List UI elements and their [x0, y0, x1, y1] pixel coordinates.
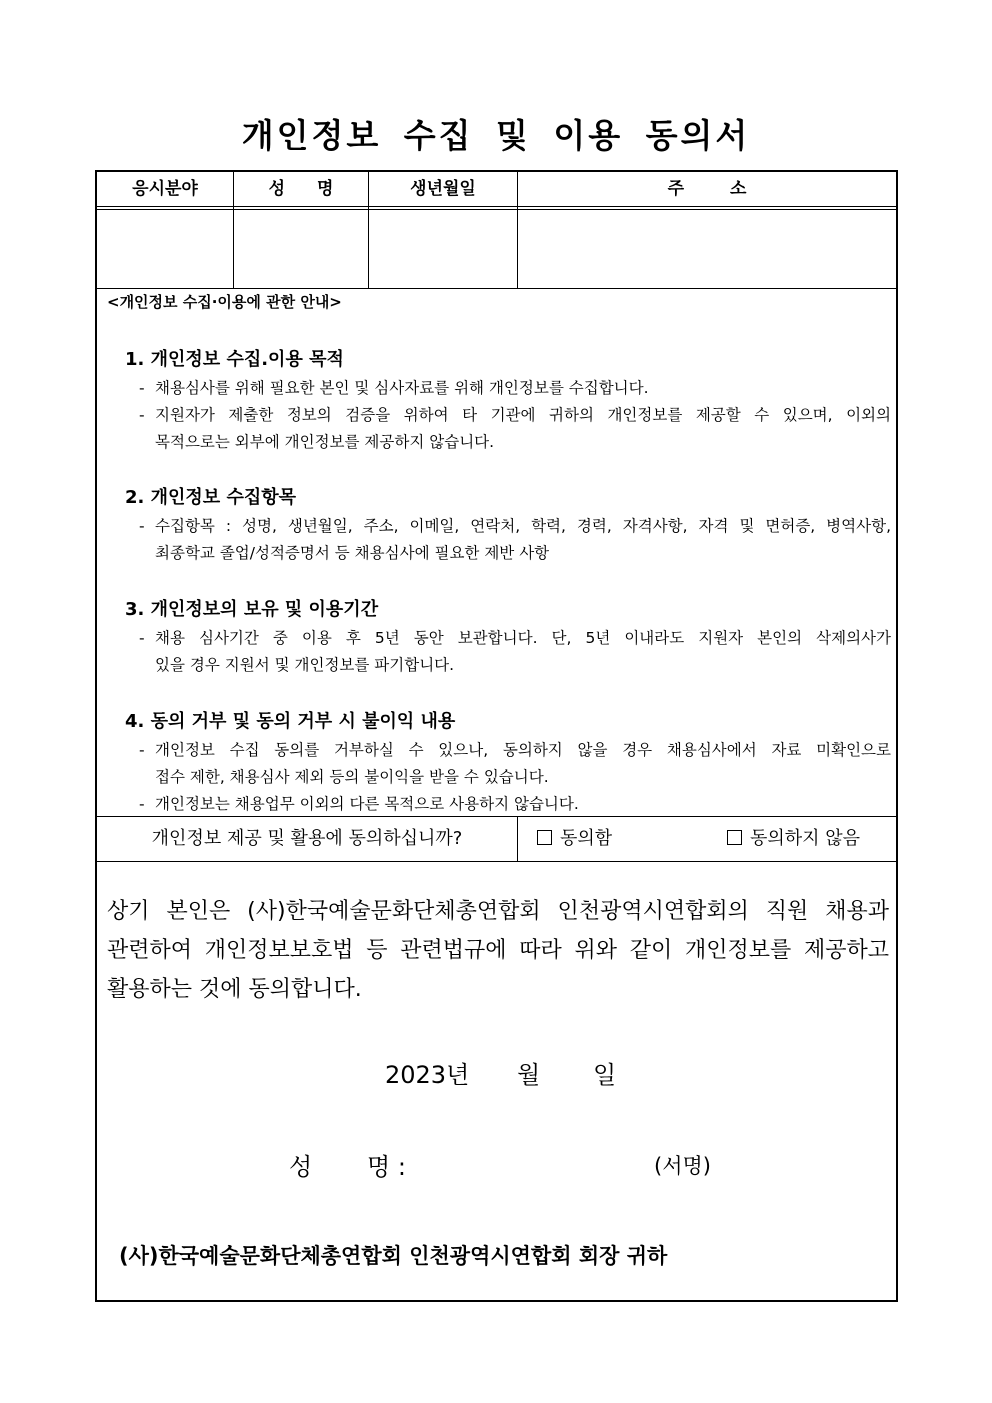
- item-line: 접수 제한, 채용심사 제외 등의 불이익을 받을 수 있습니다.: [155, 768, 549, 786]
- section-title: 1. 개인정보 수집.이용 목적: [125, 349, 344, 370]
- address-input-cell[interactable]: [518, 212, 896, 288]
- signature-name-field[interactable]: [417, 1147, 637, 1179]
- list-item: - 지원자가 제출한 정보의 검증을 위하여 타 기관에 귀하의 개인정보를 제공할 수 있으며, 이외의 목적으로는 외부에 개인정보를 제공하지 않습니다.: [139, 402, 891, 456]
- section-title: 2. 개인정보 수집항목: [125, 487, 296, 508]
- item-line: 개인정보 수집 동의를 거부하실 수 있으나, 동의하지 않을 경우 채용심사에서 자료 미확인으로: [155, 741, 891, 759]
- agreement-row: [97, 816, 896, 862]
- consent-form-frame: [95, 170, 898, 1302]
- item-line: 목적으로는 외부에 개인정보를 제공하지 않습니다.: [155, 433, 495, 451]
- col-divider: [517, 817, 518, 861]
- notice-heading: <개인정보 수집·이용에 관한 안내>: [107, 293, 342, 311]
- list-item: - 수집항목 : 성명, 생년월일, 주소, 이메일, 연락처, 학력, 경력, 자격사항, 자격 및 면허증, 병역사항, 최종학교 졸업/성적증명서 등 채용심사에 필요한 제반 사항: [139, 513, 891, 567]
- disagree-label: 동의하지 않음: [750, 828, 861, 849]
- section-title: 3. 개인정보의 보유 및 이용기간: [125, 599, 379, 620]
- item-line: 채용 심사기간 중 이용 후 5년 동안 보관합니다. 단, 5년 이내라도 지원자 본인의 삭제의사가: [155, 629, 891, 647]
- header-name: 성 명: [268, 179, 334, 199]
- signature-label: 성: [289, 1153, 313, 1181]
- declaration-line: 상기 본인은 (사)한국예술문화단체총연합회 인천광역시연합회의 직원 채용과: [107, 899, 889, 924]
- declaration-line: 활용하는 것에 동의합니다.: [107, 977, 362, 1002]
- declaration-line: 관련하여 개인정보보호법 등 관련법규에 따라 위와 같이 개인정보를 제공하고: [107, 938, 889, 963]
- signature-mark: (서명): [654, 1154, 711, 1178]
- section-title: 4. 동의 거부 및 동의 거부 시 불이익 내용: [125, 711, 456, 732]
- checkbox-icon[interactable]: [727, 830, 742, 845]
- item-line: 개인정보는 채용업무 이외의 다른 목적으로 사용하지 않습니다.: [155, 795, 579, 813]
- page-title: 개인정보 수집 및 이용 동의서: [241, 116, 751, 155]
- header-address: 주 소: [667, 179, 747, 199]
- addressee: (사)한국예술문화단체총연합회 인천광역시연합회 회장 귀하: [119, 1244, 668, 1268]
- date-day[interactable]: 일: [593, 1061, 617, 1089]
- date-month[interactable]: 월: [517, 1061, 541, 1089]
- field-input-cell[interactable]: [97, 212, 233, 288]
- row-divider: [97, 288, 896, 289]
- name-input-cell[interactable]: [234, 212, 368, 288]
- checkbox-icon[interactable]: [537, 830, 552, 845]
- agree-label: 동의함: [560, 828, 613, 849]
- list-item: - 채용심사를 위해 필요한 본인 및 심사자료를 위해 개인정보를 수집합니다.: [139, 375, 891, 402]
- item-line: 수집항목 : 성명, 생년월일, 주소, 이메일, 연락처, 학력, 경력, 자격사항, 자격 및 면허증, 병역사항,: [155, 517, 891, 535]
- applicant-info-header: [97, 172, 896, 210]
- item-line: 지원자가 제출한 정보의 검증을 위하여 타 기관에 귀하의 개인정보를 제공할 수 있으며, 이외의: [155, 406, 891, 424]
- disagree-checkbox[interactable]: [727, 817, 860, 861]
- item-line: 채용심사를 위해 필요한 본인 및 심사자료를 위해 개인정보를 수집합니다.: [155, 379, 649, 397]
- item-line: 최종학교 졸업/성적증명서 등 채용심사에 필요한 제반 사항: [155, 544, 550, 562]
- list-item: - 개인정보는 채용업무 이외의 다른 목적으로 사용하지 않습니다.: [139, 791, 891, 818]
- agreement-question: 개인정보 제공 및 활용에 동의하십니까?: [151, 828, 463, 849]
- signature-label: 명 :: [367, 1153, 406, 1181]
- list-item: - 채용 심사기간 중 이용 후 5년 동안 보관합니다. 단, 5년 이내라도 지원자 본인의 삭제의사가 있을 경우 지원서 및 개인정보를 파기합니다.: [139, 625, 891, 679]
- list-item: - 개인정보 수집 동의를 거부하실 수 있으나, 동의하지 않을 경우 채용심사에서 자료 미확인으로 접수 제한, 채용심사 제외 등의 불이익을 받을 수 있습니다.: [139, 737, 891, 791]
- agree-checkbox[interactable]: [537, 817, 612, 861]
- date-year: 2023년: [385, 1061, 470, 1089]
- birthdate-input-cell[interactable]: [369, 212, 517, 288]
- header-birthdate: 생년월일: [410, 179, 476, 199]
- header-field: 응시분야: [132, 179, 198, 199]
- declaration-text: [107, 892, 889, 1009]
- item-line: 있을 경우 지원서 및 개인정보를 파기합니다.: [155, 656, 455, 674]
